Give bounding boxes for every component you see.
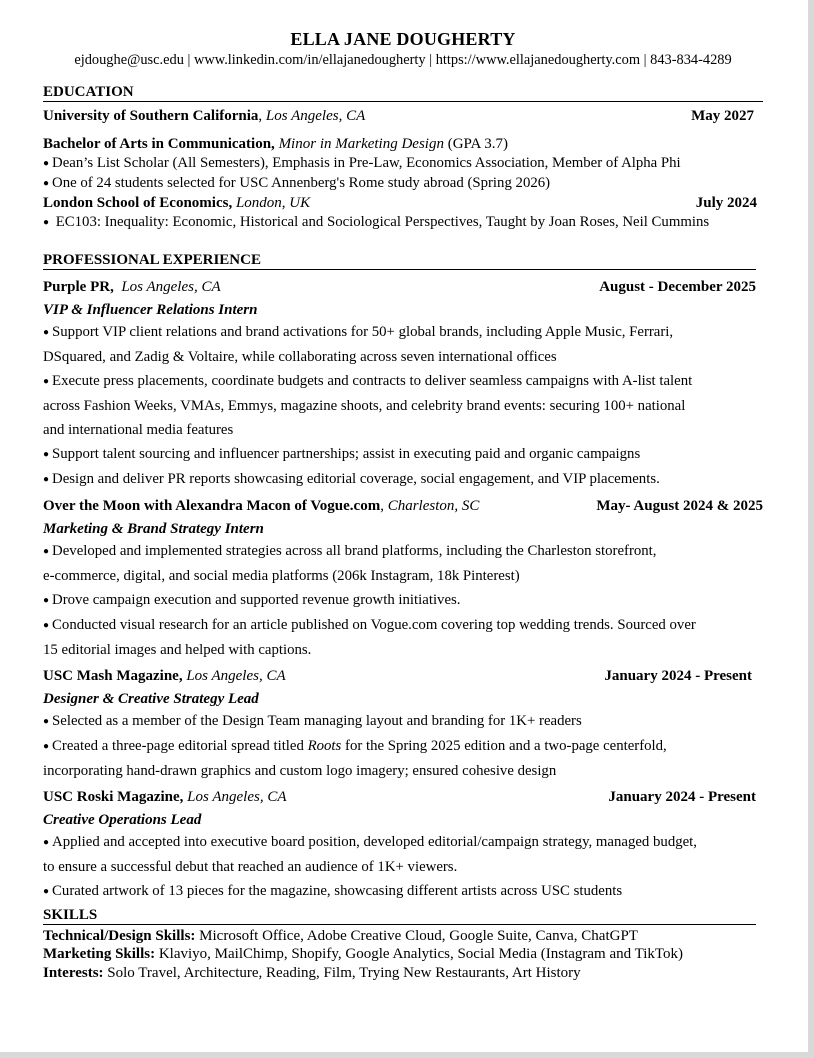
job-purple-row xyxy=(43,278,763,297)
mash-location: Los Angeles, CA xyxy=(186,667,286,684)
page-bottom-edge xyxy=(0,1052,814,1058)
usc-degree: Bachelor of Arts in Communication, xyxy=(43,136,275,152)
contact-line: ejdoughe@usc.edu | www.linkedin.com/in/ellajanedougherty | https://www.ellajanedougherty.com | 843-834-4289 xyxy=(74,52,732,68)
list-item: across Fashion Weeks, VMAs, Emmys, magazine shoots, and celebrity brand events: securing 100+ national xyxy=(43,397,686,414)
job-roski-row xyxy=(43,788,763,807)
list-item: ● Developed and implemented strategies across all brand platforms, including the Charleston storefront, xyxy=(43,542,657,559)
usc-degree-row xyxy=(43,135,763,154)
list-item: ● Design and deliver PR reports showcasing editorial coverage, social engagement, and VIP placements. xyxy=(43,470,660,487)
education-lse-row xyxy=(43,194,763,213)
purple-date: August - December 2025 xyxy=(599,278,756,295)
otm-bullets xyxy=(43,539,763,662)
list-item: ● EC103: Inequality: Economic, Historical and Sociological Perspectives, Taught by Joan Roses, Neil Cummins xyxy=(43,214,710,230)
mash-company: USC Mash Magazine, xyxy=(43,667,183,684)
skills-marketing: Marketing Skills: Klaviyo, MailChimp, Shopify, Google Analytics, Social Media (Instagram and TikTok) xyxy=(43,946,684,962)
job-mash-row xyxy=(43,667,763,686)
list-item: ● Dean’s List Scholar (All Semesters), Emphasis in Pre-Law, Economics Association, Member of Alpha Phi xyxy=(43,155,681,171)
list-item: ● Created a three-page editorial spread titled Roots for the Spring 2025 edition and a two-page centerfold, xyxy=(43,737,667,754)
roski-location: Los Angeles, CA xyxy=(187,788,287,805)
lse-date: July 2024 xyxy=(695,195,757,211)
lse-bullets xyxy=(43,213,763,233)
usc-school: University of Southern California, Los Angeles, CA xyxy=(43,108,366,124)
mash-date: January 2024 - Present xyxy=(604,667,752,684)
list-item: ● Conducted visual research for an article published on Vogue.com covering top wedding trends. Sourced over xyxy=(43,616,696,633)
list-item: ● Support talent sourcing and influencer partnerships; assist in executing paid and organic campaigns xyxy=(43,445,641,462)
purple-bullets xyxy=(43,320,763,492)
otm-date: May- August 2024 & 2025 xyxy=(596,497,763,514)
skills-technical: Technical/Design Skills: Microsoft Office, Adobe Creative Cloud, Google Suite, Canva, ChatGPT xyxy=(43,927,638,944)
list-item: to ensure a successful debut that reached an audience of 1K+ viewers. xyxy=(43,858,458,875)
skills-heading: SKILLS xyxy=(43,906,756,925)
purple-company: Purple PR, xyxy=(43,278,114,295)
usc-date: May 2027 xyxy=(691,108,754,124)
list-item: ● Curated artwork of 13 pieces for the magazine, showcasing different artists across USC students xyxy=(43,882,623,899)
list-item: ● Applied and accepted into executive board position, developed editorial/campaign strategy, managed budget, xyxy=(43,833,697,850)
mash-title: Designer & Creative Strategy Lead xyxy=(43,690,259,707)
otm-company: Over the Moon with Alexandra Macon of Vogue.com xyxy=(43,497,381,514)
usc-minor: Minor in Marketing Design xyxy=(278,136,444,152)
resume-page xyxy=(43,28,763,982)
list-item: and international media features xyxy=(43,421,234,438)
job-otm-row: Over the Moon with Alexandra Macon of Vogue.com, Charleston, SC May- August 2024 & 2025 xyxy=(43,497,763,514)
list-item: e-commerce, digital, and social media platforms (206k Instagram, 18k Pinterest) xyxy=(43,567,520,584)
list-item: ● One of 24 students selected for USC Annenberg's Rome study abroad (Spring 2026) xyxy=(43,174,551,191)
roski-bullets xyxy=(43,830,763,904)
page-right-edge xyxy=(808,0,814,1058)
education-heading: EDUCATION xyxy=(43,83,763,102)
list-item: ● Support VIP client relations and brand activations for 50+ global brands, including Apple Music, Ferrari, xyxy=(43,323,674,340)
list-item: ● Execute press placements, coordinate budgets and contracts to deliver seamless campaigns with A-list talent xyxy=(43,372,693,389)
purple-location: Los Angeles, CA xyxy=(121,278,221,295)
roski-company: USC Roski Magazine, xyxy=(43,788,184,805)
skills-interests: Interests: Solo Travel, Architecture, Reading, Film, Trying New Restaurants, Art History xyxy=(43,964,581,981)
list-item: ● Drove campaign execution and supported revenue growth initiatives. xyxy=(43,591,461,608)
usc-bullets xyxy=(43,154,763,193)
experience-heading: PROFESSIONAL EXPERIENCE xyxy=(43,251,756,270)
usc-gpa: (GPA 3.7) xyxy=(447,136,509,152)
list-item: DSquared, and Zadig & Voltaire, while collaborating across seven international offices xyxy=(43,348,557,365)
education-usc-row xyxy=(43,107,763,126)
lse-location: London, UK xyxy=(235,195,311,211)
roski-title: Creative Operations Lead xyxy=(43,811,202,828)
list-item: incorporating hand-drawn graphics and custom logo imagery; ensured cohesive design xyxy=(43,762,557,779)
list-item: 15 editorial images and helped with captions. xyxy=(43,641,312,658)
purple-title: VIP & Influencer Relations Intern xyxy=(43,301,258,318)
lse-name: London School of Economics, xyxy=(43,195,233,211)
usc-name: University of Southern California xyxy=(43,108,259,124)
list-item: ● Selected as a member of the Design Team managing layout and branding for 1K+ readers xyxy=(43,712,582,729)
mash-bullets xyxy=(43,709,763,783)
resume-name: ELLA JANE DOUGHERTY xyxy=(290,29,516,49)
otm-location: Charleston, SC xyxy=(387,497,480,514)
otm-title: Marketing & Brand Strategy Intern xyxy=(43,520,264,537)
roski-date: January 2024 - Present xyxy=(608,788,756,805)
usc-location: Los Angeles, CA xyxy=(265,108,366,124)
